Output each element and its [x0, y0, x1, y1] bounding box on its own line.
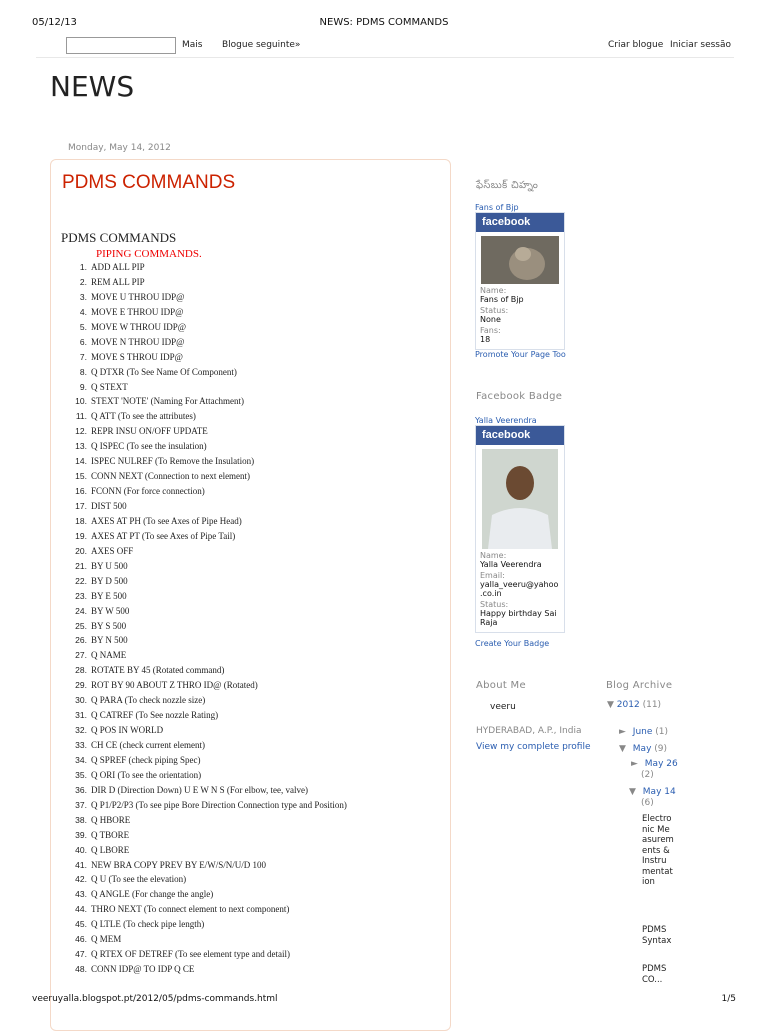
archive-day-may14[interactable] [629, 787, 676, 797]
command-item [60, 845, 450, 860]
archive-post-link[interactable]: PDMS CO... [642, 964, 667, 985]
command-text: CH CE (check current element) [91, 740, 205, 750]
command-number: 20. [75, 545, 87, 556]
command-number: 16. [75, 486, 87, 497]
command-item [60, 501, 450, 516]
command-text: AXES AT PT (To see Axes of Pipe Tail) [91, 530, 236, 541]
command-number: 6. [79, 336, 87, 347]
command-item [60, 725, 450, 740]
command-item [60, 486, 450, 501]
command-item [60, 964, 450, 979]
command-item [60, 830, 450, 845]
command-text: Q PARA (To check nozzle size) [91, 695, 206, 706]
command-number: 5. [79, 321, 87, 332]
command-text: Q HBORE [91, 814, 131, 825]
badge-email: yalla_veeru@yahoo.co.in [480, 580, 559, 598]
command-number: 24. [75, 605, 87, 616]
archive-day-may26[interactable] [631, 759, 678, 769]
command-item [60, 352, 450, 367]
command-text: Q MEM [91, 934, 122, 945]
command-text: CONN IDP@ TO IDP Q CE [91, 964, 195, 975]
profile-photo [482, 449, 558, 549]
post-subtitle: PDMS COMMANDS [61, 230, 177, 245]
command-text: Q NAME [91, 650, 127, 661]
blog-title[interactable]: NEWS [50, 70, 135, 103]
command-number: 4. [79, 306, 87, 317]
archive-may-label[interactable]: May [632, 744, 652, 754]
archive-may14-label[interactable]: May 14 [642, 787, 676, 797]
command-text: NEW BRA COPY PREV BY E/W/S/N/U/D 100 [91, 859, 267, 870]
page-number: 1/5 [721, 994, 736, 1004]
command-number: 36. [75, 784, 87, 795]
fans-widget-title: ఫేస్‌బుక్ చిహ్నం [476, 180, 539, 191]
command-item [60, 889, 450, 904]
command-text: Q P1/P2/P3 (To see pipe Bore Direction Connection type and Position) [91, 799, 347, 810]
fans-page-link[interactable]: Fans of Bjp [475, 203, 519, 212]
archive-june-label[interactable]: June [632, 727, 653, 737]
command-number: 3. [79, 291, 87, 302]
archive-month-june[interactable] [619, 727, 668, 737]
command-text: Q TBORE [91, 829, 130, 840]
command-text: REPR INSU ON/OFF UPDATE [91, 426, 208, 437]
sign-in-link[interactable]: Iniciar sessão [670, 40, 732, 50]
command-item [60, 650, 450, 665]
command-text: Q POS IN WORLD [91, 725, 164, 736]
command-item [60, 860, 450, 875]
command-number: 22. [75, 575, 87, 586]
command-number: 9. [79, 381, 87, 392]
command-number: 7. [79, 351, 87, 362]
facebook-badge[interactable] [475, 425, 565, 633]
command-number: 17. [75, 501, 87, 511]
command-item [60, 262, 450, 277]
command-number: 48. [75, 964, 87, 975]
command-text: MOVE U THROU IDP@ [91, 291, 185, 302]
command-item [60, 770, 450, 785]
command-number: 25. [75, 620, 87, 631]
command-number: 1. [79, 262, 87, 272]
email-label: Email: [480, 571, 505, 580]
fans-name: Fans of Bjp [480, 295, 524, 304]
command-text: REM ALL PIP [91, 276, 145, 287]
blogger-navbar [36, 35, 734, 58]
command-item [60, 815, 450, 830]
command-item [60, 800, 450, 815]
view-profile-link[interactable]: View my complete profile [476, 742, 591, 752]
command-number: 14. [75, 456, 87, 467]
name-label: Name: [480, 286, 507, 295]
command-number: 12. [75, 426, 87, 437]
command-text: Q ORI (To see the orientation) [91, 769, 202, 780]
command-number: 26. [75, 635, 87, 646]
command-number: 35. [75, 769, 87, 780]
command-number: 15. [75, 471, 87, 482]
command-item [60, 516, 450, 531]
command-item [60, 576, 450, 591]
command-text: STEXT 'NOTE' (Naming For Attachment) [91, 396, 245, 407]
page-url: veeruyalla.blogspot.pt/2012/05/pdms-commands.html [32, 994, 278, 1004]
command-text: ISPEC NULREF (To Remove the Insulation) [91, 456, 255, 467]
command-number: 32. [75, 725, 87, 736]
command-number: 44. [75, 904, 87, 915]
command-number: 11. [75, 411, 87, 422]
command-number: 46. [75, 934, 87, 945]
command-item [60, 337, 450, 352]
archive-year-count: (11) [642, 700, 662, 710]
archive-post-link[interactable]: Electronic Measurements & Instrumentation [642, 814, 674, 887]
command-text: Q LBORE [91, 844, 130, 855]
command-number: 33. [75, 740, 87, 750]
badge-name: Yalla Veerendra [480, 560, 542, 569]
command-item [60, 382, 450, 397]
post-date: Monday, May 14, 2012 [68, 143, 171, 153]
status-label: Status: [480, 600, 509, 609]
badge-status: Happy birthday Sai Raja [480, 609, 557, 627]
create-blog-link[interactable]: Criar blogue [608, 40, 664, 50]
expand-right-icon[interactable]: ► [631, 759, 638, 769]
about-me-title: About Me [476, 680, 526, 691]
command-text: Q STEXT [91, 381, 128, 392]
fans-photo [481, 236, 559, 284]
command-text: THRO NEXT (To connect element to next component) [91, 904, 290, 915]
badge-profile-link[interactable]: Yalla Veerendra [475, 416, 537, 425]
command-number: 38. [75, 814, 87, 825]
command-number: 2. [79, 276, 87, 287]
command-item [60, 710, 450, 725]
command-item [60, 591, 450, 606]
archive-may-count: (9) [654, 744, 668, 754]
command-text: Q U (To see the elevation) [91, 874, 187, 885]
command-text: ROTATE BY 45 (Rotated command) [91, 665, 225, 676]
command-text: BY S 500 [91, 620, 127, 631]
command-text: MOVE N THROU IDP@ [91, 336, 185, 347]
status-label: Status: [480, 306, 509, 315]
archive-may26-label[interactable]: May 26 [644, 759, 678, 769]
command-number: 43. [75, 889, 87, 900]
command-item [60, 904, 450, 919]
command-number: 30. [75, 695, 87, 706]
promote-page-link[interactable]: Promote Your Page Too [475, 350, 566, 359]
command-text: Q CATREF (To See nozzle Rating) [91, 710, 219, 721]
expand-right-icon[interactable]: ► [619, 727, 626, 737]
command-text: Q ISPEC (To see the insulation) [91, 441, 207, 452]
search-input[interactable] [66, 37, 176, 54]
command-text: MOVE E THROU IDP@ [91, 306, 184, 317]
command-item [60, 367, 450, 382]
facebook-logo: facebook [476, 426, 564, 445]
archive-may14-count: (6) [641, 798, 654, 808]
command-item [60, 531, 450, 546]
command-list [60, 262, 450, 979]
command-item [60, 606, 450, 621]
command-number: 41. [75, 859, 87, 870]
command-item [60, 934, 450, 949]
command-item [60, 426, 450, 441]
command-number: 21. [75, 560, 87, 571]
print-header [32, 17, 736, 31]
command-item [60, 292, 450, 307]
command-text: DIST 500 [91, 501, 127, 511]
command-number: 19. [75, 530, 87, 541]
command-text: CONN NEXT (Connection to next element) [91, 471, 251, 482]
command-number: 13. [75, 441, 87, 452]
command-item [60, 456, 450, 471]
command-text: MOVE W THROU IDP@ [91, 321, 187, 332]
command-item [60, 919, 450, 934]
command-number: 39. [75, 829, 87, 840]
command-text: BY U 500 [91, 560, 128, 571]
command-item [60, 680, 450, 695]
command-number: 18. [75, 515, 87, 526]
command-number: 28. [75, 665, 87, 676]
command-text: DIR D (Direction Down) U E W N S (For elbow, tee, valve) [91, 784, 309, 795]
fans-badge[interactable] [475, 212, 565, 350]
command-text: ADD ALL PIP [91, 262, 145, 272]
facebook-logo: facebook [476, 213, 564, 232]
command-item [60, 621, 450, 636]
command-number: 29. [75, 680, 87, 691]
command-item [60, 755, 450, 770]
command-item [60, 695, 450, 710]
command-item [60, 441, 450, 456]
expand-down-icon[interactable]: ▼ [629, 787, 636, 797]
create-badge-link[interactable]: Create Your Badge [475, 639, 550, 648]
command-number: 23. [75, 590, 87, 601]
print-date: 05/12/13 [32, 17, 77, 28]
command-number: 27. [75, 650, 87, 661]
command-number: 40. [75, 844, 87, 855]
fans-label: Fans: [480, 326, 501, 335]
archive-year-label[interactable]: 2012 [616, 700, 640, 710]
command-item [60, 665, 450, 680]
command-number: 34. [75, 754, 87, 765]
expand-down-icon[interactable]: ▼ [607, 700, 614, 710]
command-text: Q DTXR (To See Name Of Component) [91, 366, 237, 377]
author-name[interactable]: veeru [490, 702, 516, 712]
command-text: BY W 500 [91, 605, 130, 616]
command-text: BY N 500 [91, 635, 128, 646]
author-location: HYDERABAD, A.P., India [476, 726, 582, 736]
command-item [60, 635, 450, 650]
fans-status: None [480, 315, 501, 324]
command-number: 37. [75, 799, 87, 810]
command-number: 45. [75, 919, 87, 930]
post-title[interactable]: PDMS COMMANDS [62, 172, 236, 193]
archive-may26-count: (2) [641, 770, 654, 780]
command-item [60, 874, 450, 889]
expand-down-icon[interactable]: ▼ [619, 744, 626, 754]
command-text: BY E 500 [91, 590, 127, 601]
command-item [60, 561, 450, 576]
fans-count: 18 [480, 335, 491, 344]
command-text: ROT BY 90 ABOUT Z THRO ID@ (Rotated) [91, 680, 258, 691]
archive-month-may[interactable] [619, 744, 667, 754]
print-footer [32, 994, 736, 1004]
command-text: Q RTEX OF DETREF (To see element type and detail) [91, 949, 291, 960]
command-item [60, 949, 450, 964]
command-item [60, 785, 450, 800]
command-item [60, 277, 450, 292]
command-item [60, 740, 450, 755]
command-number: 8. [79, 366, 87, 377]
command-number: 10. [75, 396, 87, 407]
next-blog-link[interactable]: Blogue seguinte» [222, 40, 301, 50]
command-item [60, 411, 450, 426]
command-text: Q SPREF (check piping Spec) [91, 754, 201, 765]
command-item [60, 322, 450, 337]
command-item [60, 471, 450, 486]
badge-widget-title: Facebook Badge [476, 391, 563, 402]
section-heading: PIPING COMMANDS. [96, 248, 202, 260]
archive-june-count: (1) [655, 727, 669, 737]
command-text: AXES OFF [91, 545, 134, 556]
command-number: 47. [75, 949, 87, 960]
command-number: 31. [75, 710, 87, 721]
command-item [60, 546, 450, 561]
command-text: MOVE S THROU IDP@ [91, 351, 183, 362]
blog-archive-title: Blog Archive [606, 680, 673, 691]
archive-post-link[interactable]: PDMS Syntax [642, 925, 672, 946]
print-title: NEWS: PDMS COMMANDS [319, 17, 449, 28]
command-item [60, 307, 450, 322]
command-number: 42. [75, 874, 87, 885]
more-link[interactable]: Mais [182, 40, 203, 50]
command-text: AXES AT PH (To see Axes of Pipe Head) [91, 515, 242, 526]
command-text: Q ATT (To see the attributes) [91, 411, 196, 422]
command-text: BY D 500 [91, 575, 128, 586]
command-text: Q ANGLE (For change the angle) [91, 889, 214, 900]
archive-year[interactable] [607, 700, 661, 710]
command-item [60, 396, 450, 411]
command-text: Q LTLE (To check pipe length) [91, 919, 205, 930]
command-text: FCONN (For force connection) [91, 486, 205, 497]
name-label: Name: [480, 551, 507, 560]
